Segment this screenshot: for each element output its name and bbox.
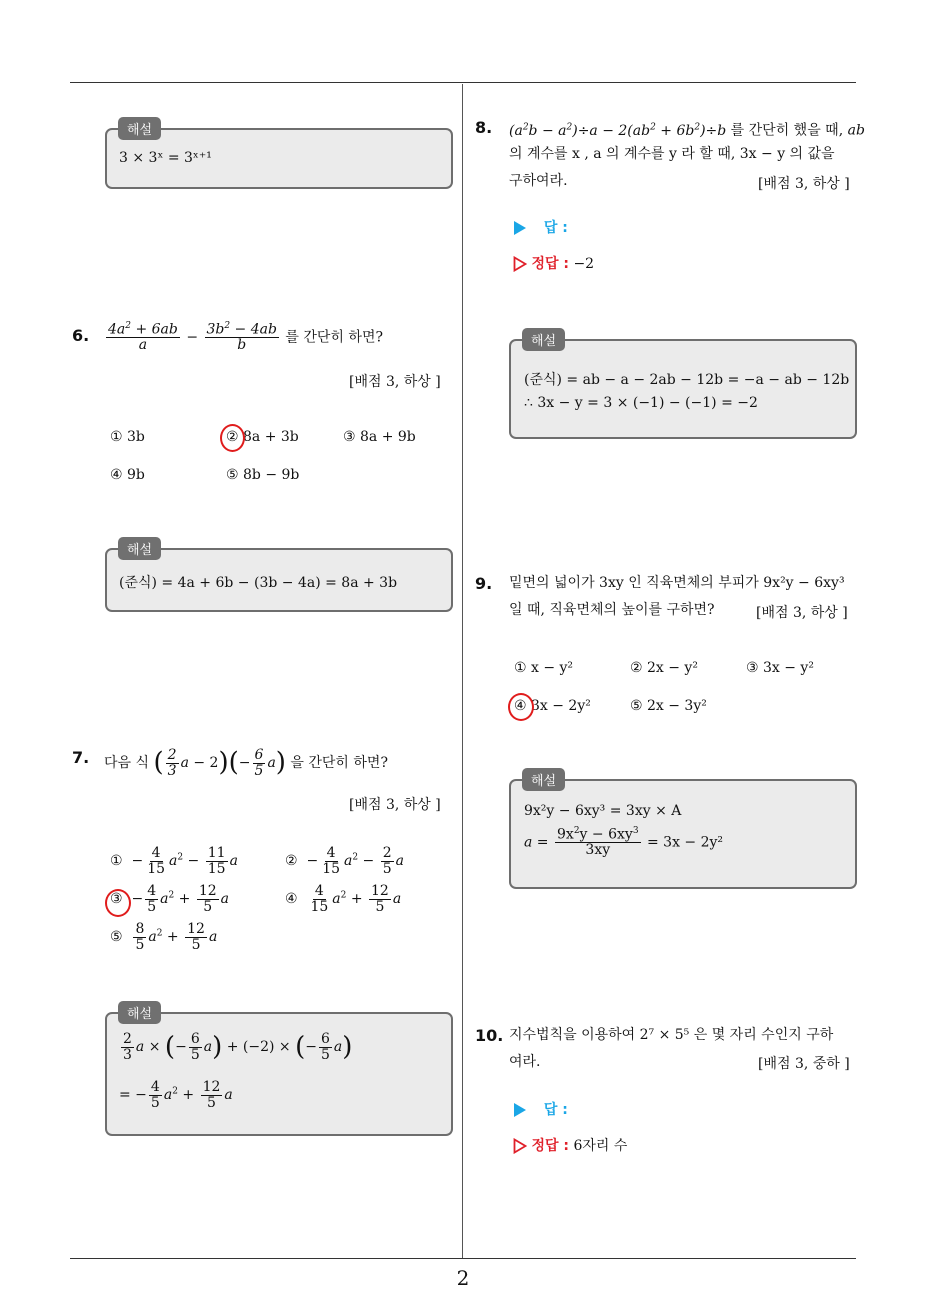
explanation-line-1: (준식) = ab − a − 2ab − 12b = −a − ab − 12b [524,372,850,388]
outline-triangle-icon [513,1138,527,1154]
explanation-box-q8 [509,339,857,439]
explanation-tag: 해설 [118,117,161,140]
question-10-line-1: 지수법칙을 이용하여 2⁷ × 5⁵ 은 몇 자리 수인지 구하 [509,1027,834,1043]
explanation-tag: 해설 [522,768,565,791]
question-7-tail: 을 간단히 하면? [290,755,388,772]
explanation-tag: 해설 [522,328,565,351]
explanation-box-q7 [105,1012,453,1136]
answer-row-q8: 답 : [514,217,568,237]
q7-option-3[interactable]: ③ − $\frac{4}{5}$ $a^2$ + $\frac{12}{5}$ a [110,883,230,915]
explanation-line: 3 × 3ˣ = 3ˣ⁺¹ [119,150,212,166]
q6-option-2[interactable]: ② 8a + 3b [226,429,299,445]
explanation-line-2: ∴ 3x − y = 3 × (−1) − (−1) = −2 [524,395,758,411]
question-7-text: 다음 식 ( $\frac{2}{3}$ a − 2)(− $\frac{6}{5}$ a) 을 간단히 하면? [104,747,388,779]
q7-option-4[interactable]: ④ $\frac{4}{15}$ $a^2$ + $\frac{12}{5}$ a [285,883,402,915]
q9-option-5[interactable]: ⑤ 2x − 3y² [630,698,707,714]
question-9-meta: [배점 3, 하상 ] [756,605,848,621]
q7-option-1[interactable]: ① − $\frac{4}{15}$ $a^2$ − $\frac{11}{15}$ a [110,845,238,877]
explanation-line-1: 9x²y − 6xy³ = 3xy × A [524,803,682,819]
play-triangle-icon [514,221,526,235]
top-rule [70,82,856,83]
q9-option-4[interactable]: ④ 3x − 2y² [514,698,591,714]
page-number: 2 [456,1266,470,1290]
outline-triangle-icon [513,256,527,272]
question-10-meta: [배점 3, 중하 ] [758,1056,850,1072]
q6-option-1[interactable]: ① 3b [110,429,145,445]
question-8-line-3: 구하여라. [509,173,568,189]
explanation-tag: 해설 [118,537,161,560]
column-divider [462,84,463,1258]
question-8-line-2: 의 계수를 x , a 의 계수를 y 라 할 때, 3x − y 의 값을 [509,146,835,162]
q9-option-3[interactable]: ③ 3x − y² [746,660,814,676]
question-7-meta: [배점 3, 하상 ] [349,797,441,813]
explanation-tag: 해설 [118,1001,161,1024]
question-number-9: 9. [475,574,493,593]
question-7-lead: 다음 식 [104,755,150,772]
explanation-line: (준식) = 4a + 6b − (3b − 4a) = 8a + 3b [119,575,398,591]
question-number-7: 7. [72,748,90,767]
question-6-text: $\frac{4a^2 + 6ab}{a}$ − $\frac{3b^2 - 4ab}{b}$ 를 간단히 하면? [108,321,383,354]
question-number-10: 10. [475,1026,504,1045]
answer-row-q10: 답 : [514,1099,568,1119]
question-8-meta: [배점 3, 하상 ] [758,176,850,192]
bottom-rule [70,1258,856,1259]
selected-answer-mark [220,424,245,452]
selected-answer-mark [105,889,131,917]
correct-row-q10: 정답 : 6자리 수 [513,1135,627,1155]
explanation-line-1: $\frac{2}{3}$ a × (− $\frac{6}{5}$ a) + (−2) × (− $\frac{6}{5}$ a) [123,1031,353,1063]
question-number-6: 6. [72,326,90,345]
q7-option-2[interactable]: ② − $\frac{4}{15}$ $a^2$ − $\frac{2}{5}$ a [285,845,405,877]
explanation-box-q9 [509,779,857,889]
q6-option-5[interactable]: ⑤ 8b − 9b [226,467,300,483]
explanation-line-2: = − $\frac{4}{5}$ $a^2$ + $\frac{12}{5}$ a [119,1079,233,1111]
question-6-meta: [배점 3, 하상 ] [349,374,441,390]
question-number-8: 8. [475,118,493,137]
q7-option-5[interactable]: ⑤ $\frac{8}{5}$ $a^2$ + $\frac{12}{5}$ a [110,921,218,953]
q6-option-4[interactable]: ④ 9b [110,467,145,483]
q6-option-3[interactable]: ③ 8a + 9b [343,429,416,445]
question-9-line-1: 밑면의 넓이가 3xy 인 직육면체의 부피가 9x²y − 6xy³ [509,575,845,591]
selected-answer-mark [508,693,534,721]
explanation-line-2: a = $\frac{9x^2y - 6xy^3}{3xy}$ = 3x − 2y² [524,826,724,859]
question-8-line-1: $(a^2b - a^2)\div a - 2(ab^2 + 6b^2)\div b$ 를 간단히 했을 때, ab [509,122,865,139]
question-6-tail: 를 간단히 하면? [285,329,383,346]
question-10-line-2: 여라. [509,1054,541,1070]
correct-row-q8: 정답 : −2 [513,253,594,273]
q9-option-2[interactable]: ② 2x − y² [630,660,698,676]
q9-option-1[interactable]: ① x − y² [514,660,574,676]
play-triangle-icon [514,1103,526,1117]
question-9-line-2: 일 때, 직육면체의 높이를 구하면? [509,602,715,618]
